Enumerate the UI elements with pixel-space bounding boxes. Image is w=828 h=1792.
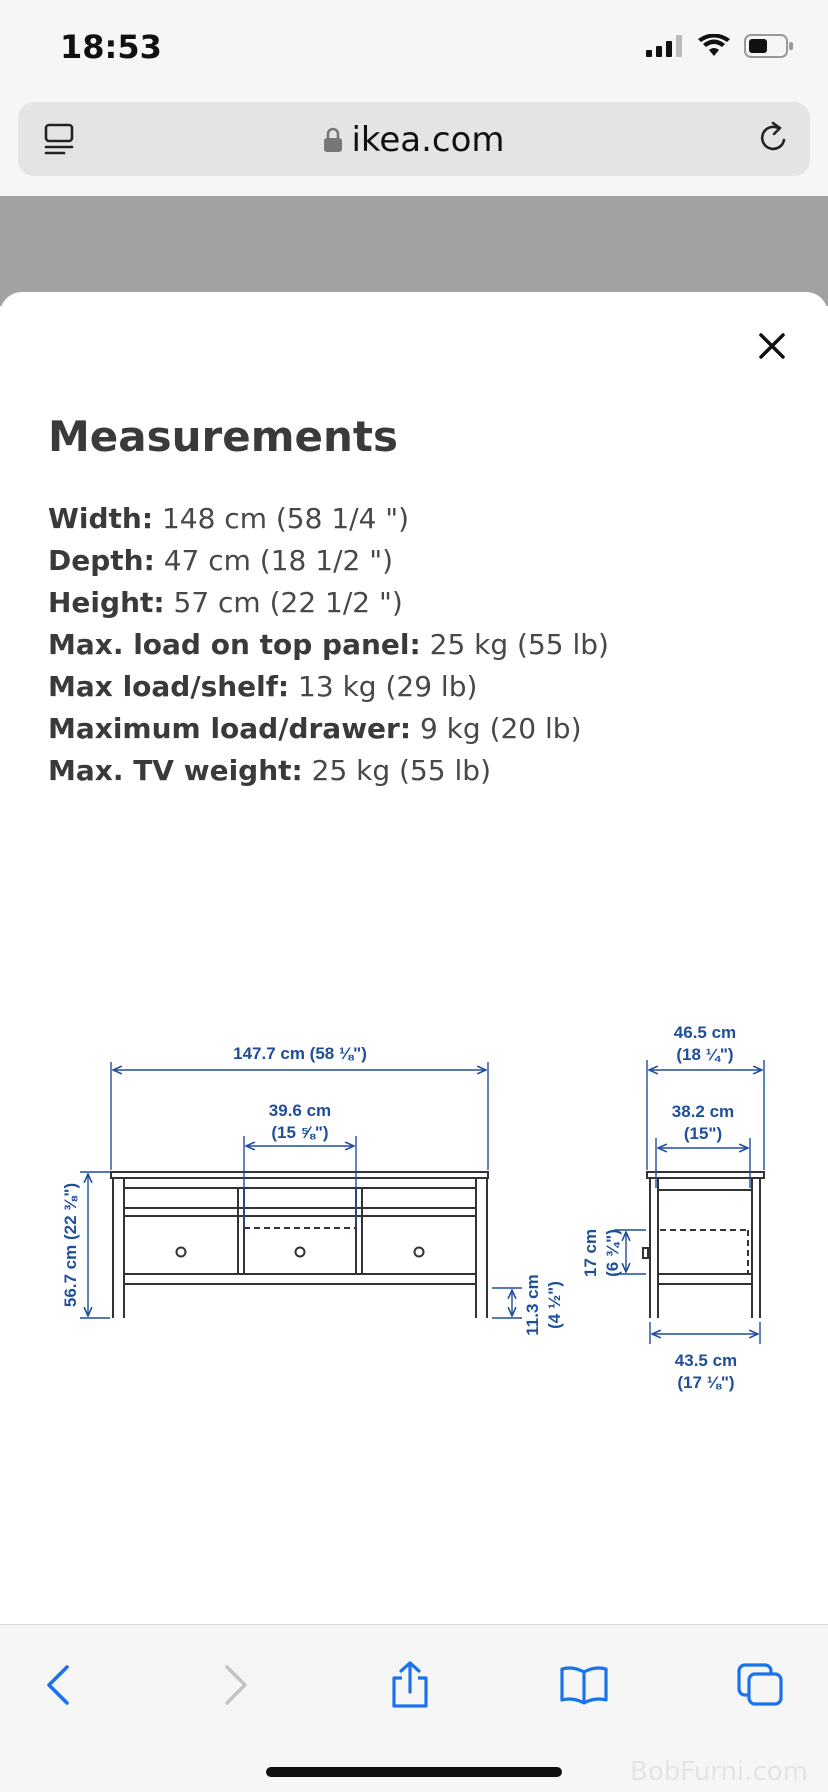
specs-list [48,498,609,792]
leg-height-in-label: (4 ½") [545,1281,564,1329]
spec-height [48,582,609,624]
status-time: 18:53 [60,28,162,66]
spec-value: 57 cm (22 1/2 ") [173,586,403,619]
close-icon [758,332,786,360]
bookmarks-button[interactable] [554,1655,614,1715]
side-view [643,1172,764,1318]
browser-toolbar [0,1624,828,1792]
page-title: Measurements [48,412,398,461]
url-text: ikea.com [351,120,505,160]
leg-height-cm-label: 11.3 cm [523,1274,542,1336]
spec-width [48,498,609,540]
spec-max-load-drawer [48,708,609,750]
dimension-diagram [0,1000,828,1420]
lock-icon [323,127,343,153]
spec-value: 25 kg (55 lb) [311,754,491,787]
side-depth-in-label: (18 ¼") [676,1045,734,1064]
spec-label: Maximum load/drawer: [48,712,412,745]
forward-button[interactable] [206,1655,266,1715]
spec-max-tv-weight [48,750,609,792]
spec-value: 148 cm (58 1/4 ") [161,502,410,535]
chevron-left-icon [43,1663,73,1707]
status-icons [646,34,794,58]
base-depth-cm-label: 43.5 cm [674,1351,738,1370]
page-backdrop [0,196,828,306]
height-label: 56.7 cm (22 ⅜") [61,1182,80,1308]
close-button[interactable] [746,320,798,372]
spec-label: Max. TV weight: [48,754,303,787]
book-icon [559,1664,609,1706]
watermark: BobFurni.com [630,1757,808,1787]
reload-icon[interactable] [756,120,792,156]
side-depth-cm-label: 46.5 cm [673,1023,737,1042]
inner-depth-in-label: (15") [683,1124,723,1143]
cellular-signal-icon [646,35,684,57]
drawer-width-cm-label: 39.6 cm [268,1101,332,1120]
wifi-icon [698,34,730,58]
spec-depth [48,540,609,582]
spec-label: Max. load on top panel: [48,628,421,661]
spec-label: Max load/shelf: [48,670,290,703]
share-icon [388,1660,432,1710]
home-indicator[interactable] [266,1767,562,1777]
back-button[interactable] [28,1655,88,1715]
address-bar[interactable] [18,102,810,176]
inner-depth-cm-label: 38.2 cm [671,1102,735,1121]
front-width-label: 147.7 cm (58 ⅛") [233,1044,367,1063]
front-view [111,1172,488,1318]
drawer-width-in-label: (15 ⅝") [271,1123,329,1142]
url-display[interactable] [18,120,810,160]
spec-label: Width: [48,502,154,535]
drawer-height-in-label: (6 ¾") [603,1229,622,1277]
measurements-sheet [0,292,828,1624]
status-bar [0,0,828,100]
spec-value: 13 kg (29 lb) [298,670,478,703]
share-button[interactable] [380,1655,440,1715]
drawer-height-cm-label: 17 cm [581,1228,600,1278]
spec-max-load-top [48,624,609,666]
spec-value: 9 kg (20 lb) [419,712,582,745]
spec-label: Depth: [48,544,155,577]
spec-label: Height: [48,586,165,619]
tabs-button[interactable] [730,1655,790,1715]
chevron-right-icon [221,1663,251,1707]
battery-icon [744,34,794,58]
spec-value: 47 cm (18 1/2 ") [163,544,394,577]
spec-max-load-shelf [48,666,609,708]
tabs-icon [736,1662,784,1708]
spec-value: 25 kg (55 lb) [429,628,609,661]
base-depth-in-label: (17 ⅛") [677,1373,735,1392]
